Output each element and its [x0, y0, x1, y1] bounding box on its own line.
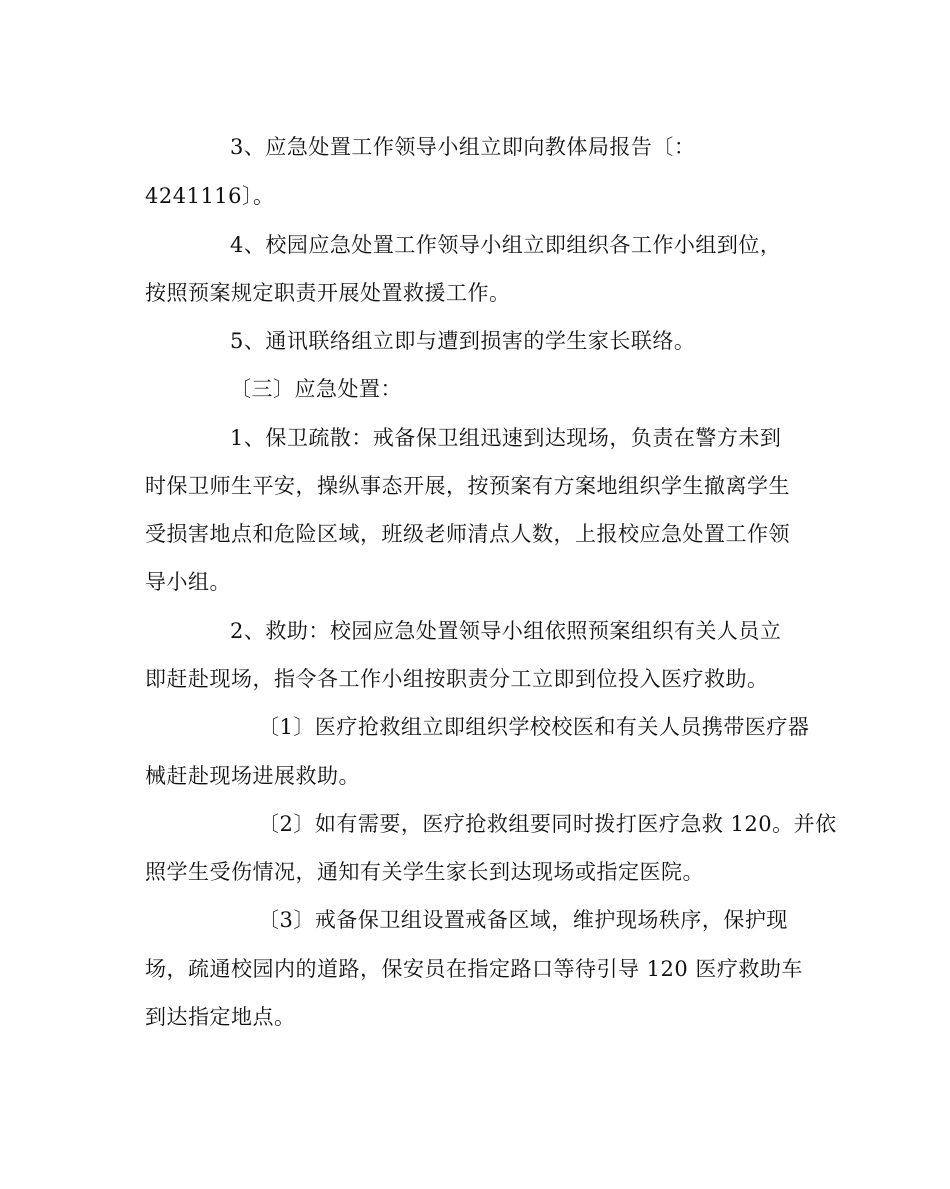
item-2-line-2: 即赶赴现场，指令各工作小组按职责分工立即到位投入医疗救助。	[145, 667, 769, 691]
paragraph-4-line-1: 4、校园应急处置工作领导小组立即组织各工作小组到位，	[230, 233, 782, 257]
subitem-3-line-1: 〔3〕戒备保卫组设置戒备区域，维护现场秩序，保护现	[258, 908, 788, 932]
subitem-2-line-2: 照学生受伤情况，通知有关学生家长到达现场或指定医院。	[145, 860, 704, 884]
subitem-2-line-1: 〔2〕如有需要，医疗抢救组要同时拨打医疗急救 120。并依	[258, 812, 837, 836]
subitem-3-line-3: 到达指定地点。	[145, 1005, 296, 1029]
paragraph-3-line-1: 3、应急处置工作领导小组立即向教体局报告〔：	[230, 135, 696, 159]
item-1-line-2: 时保卫师生平安，操纵事态开展，按预案有方案地组织学生撤离学生	[145, 474, 790, 498]
item-2-line-1: 2、救助：校园应急处置领导小组依照预案组织有关人员立	[230, 619, 782, 643]
subitem-1-line-1: 〔1〕医疗抢救组立即组织学校校医和有关人员携带医疗器	[258, 715, 810, 739]
paragraph-4-line-2: 按照预案规定职责开展处置救援工作。	[145, 281, 511, 305]
subitem-1-line-2: 械赶赴现场进展救助。	[145, 764, 360, 788]
item-1-line-4: 导小组。	[145, 570, 231, 594]
paragraph-5-line-1: 5、通讯联络组立即与遭到损害的学生家长联络。	[230, 329, 696, 353]
paragraph-3-line-2: 4241116〕。	[145, 184, 275, 208]
item-1-line-1: 1、保卫疏散：戒备保卫组迅速到达现场，负责在警方未到	[230, 426, 782, 450]
item-1-line-3: 受损害地点和危险区域，班级老师清点人数，上报校应急处置工作领	[145, 522, 790, 546]
section-heading-emergency: 〔三〕应急处置：	[230, 377, 402, 401]
subitem-3-line-2: 场，疏通校园内的道路，保安员在指定路口等待引导 120 医疗救助车	[145, 957, 803, 981]
